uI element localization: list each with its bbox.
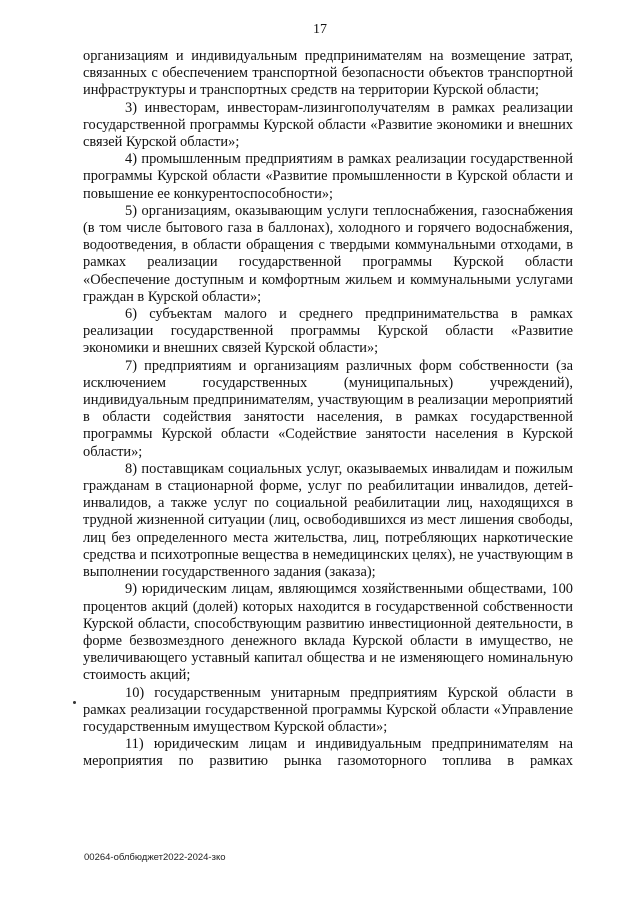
list-item-3: 3) инвесторам, инвесторам-лизингополучателям в рамках реализации государственной программы Курской области «Развитие экономики и внешних связей Курской области»; (83, 99, 573, 151)
list-item-4: 4) промышленным предприятиям в рамках реализации государственной программы Курской области «Развитие промышленности в Курской области и повышение ее конкурентоспособности»; (83, 151, 573, 202)
paragraph-continuation: организациям и индивидуальным предпринимателям на возмещение затрат, связанных с обеспечением транспортной безопасности объектов транспортной инфраструктуры и транспортных средств на территории Курской области; (83, 48, 573, 99)
list-item-11: 11) юридическим лицам и индивидуальным предпринимателям на мероприятия по развитию рынка газомоторного топлива в рамках (83, 736, 573, 770)
list-item-5: 5) организациям, оказывающим услуги теплоснабжения, газоснабжения (в том числе бытового газа в баллонах), холодного и горячего водоснабжения, водоотведения, в области обращения с твердыми коммунальными отходами, в рамках реализации государственной программы Курской области «Обеспечение доступным и комфортным жильем и коммунальными услугами граждан в Курской области»; (83, 202, 573, 305)
list-item-6: 6) субъектам малого и среднего предпринимательства в рамках реализации государственной программы Курской области «Развитие экономики и внешних связей Курской области»; (83, 306, 573, 357)
list-item-10: 10) государственным унитарным предприятиям Курской области в рамках реализации государственной программы Курской области «Управление государственным имуществом Курской области»; (83, 684, 573, 735)
page-number: 17 (313, 22, 327, 37)
list-item-8: 8) поставщикам социальных услуг, оказываемых инвалидам и пожилым гражданам в стационарной форме, услуг по реабилитации инвалидов, детей-инвалидов, а также услуг по социальной реабилитации лиц, находящихся в трудной жизненной ситуации (лиц, освободившихся из мест лишения свободы, лиц без определенного места жительства, лиц, потребляющих наркотические средства и психотропные вещества в немедицинских целях), не участвующим в выполнении государственного задания (заказа); (83, 460, 573, 581)
list-item-7: 7) предприятиям и организациям различных форм собственности (за исключением государственных (муниципальных) учреждений), индивидуальным предпринимателям, участвующим в реализации мероприятий в области содействия занятости населения, в рамках государственной программы Курской области «Содействие занятости населения в Курской области»; (83, 357, 573, 460)
list-item-9: 9) юридическим лицам, являющимся хозяйственными обществами, 100 процентов акций (долей) которых находится в государственной собственности Курской области, способствующим развитию инвестиционной деятельности, в форме безвозмездного денежного вклада Курской области в имущество, не увеличивающего уставный капитал общества и не изменяющего номинальную стоимость акций; (83, 581, 573, 684)
document-body (83, 48, 573, 771)
document-footer-code: 00264-облбюджет2022-2024-зко (84, 852, 226, 863)
margin-mark (73, 701, 76, 704)
